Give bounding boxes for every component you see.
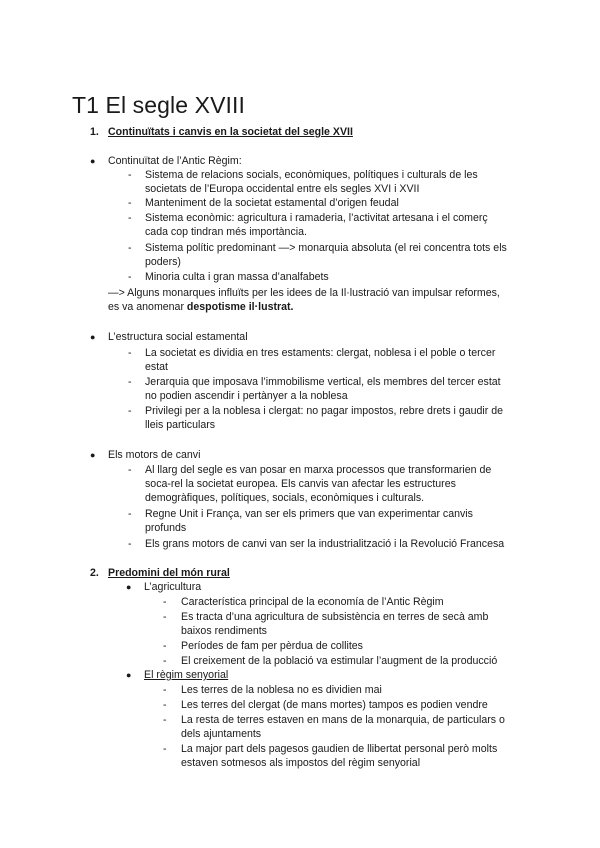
despotisme-term: despotisme il·lustrat. <box>186 301 294 313</box>
list-item: estat <box>145 361 168 373</box>
list-item: lleis particulars <box>145 419 216 431</box>
dash-icon: - <box>128 538 132 550</box>
section-1-heading: Continuïtats i canvis en la societat del segle XVII <box>108 126 353 138</box>
dash-icon: - <box>128 169 132 181</box>
list-item: La societat es dividia en tres estaments: clergat, noblesa i el poble o tercer <box>145 347 496 359</box>
list-item: cada cop tindran més importància. <box>145 226 307 238</box>
dash-icon: - <box>163 684 167 696</box>
dash-icon: - <box>128 347 132 359</box>
bullet-label-continuitat: Continuïtat de l’Antic Règim: <box>108 155 242 167</box>
dash-icon: - <box>163 699 167 711</box>
dash-icon: - <box>128 212 132 224</box>
list-item: Sistema de relacions socials, econòmiques, polítiques i culturals de les <box>145 169 478 181</box>
list-item: Les terres del clergat (de mans mortes) tampos es podien vendre <box>181 699 488 711</box>
list-item: La major part dels pagesos gaudien de llibertat personal però molts <box>181 743 498 755</box>
section-2-number: 2. <box>90 567 99 579</box>
dash-icon: - <box>128 197 132 209</box>
list-item: poders) <box>145 256 181 268</box>
list-item: Manteniment de la societat estamental d’origen feudal <box>145 197 399 209</box>
bullet-icon: ● <box>126 582 132 592</box>
list-item: Sistema econòmic: agricultura i ramaderia, l’activitat artesana i el comerç <box>145 212 488 224</box>
list-item: baixos rendiments <box>181 625 267 637</box>
bullet-icon: ● <box>90 332 96 342</box>
list-item: La resta de terres estaven en mans de la monarquia, de particulars o <box>181 714 505 726</box>
list-item: demogràfiques, polítiques, socials, econòmiques i culturals. <box>145 492 425 504</box>
list-item: Característica principal de la economía de l’Antic Règim <box>181 596 444 608</box>
list-item: estaven sotmesos als impostos del règim senyorial <box>181 757 421 769</box>
dash-icon: - <box>163 655 167 667</box>
list-item: Les terres de la noblesa no es dividien mai <box>181 684 382 696</box>
list-item: Regne Unit i França, van ser els primers que van experimentar canvis <box>145 508 473 520</box>
section-2-heading: Predomini del món rural <box>108 567 230 579</box>
dash-icon: - <box>128 508 132 520</box>
dash-icon: - <box>128 464 132 476</box>
list-item: societats de l’Europa occidental entre els segles XVI i XVII <box>145 183 420 195</box>
note-line: —> Alguns monarques influïts per les idees de la Il·lustració van impulsar reformes, <box>108 287 500 299</box>
dash-icon: - <box>128 271 132 283</box>
list-item: dels ajuntaments <box>181 728 262 740</box>
list-item: Minoria culta i gran massa d’analfabets <box>145 271 329 283</box>
list-item: Al llarg del segle es van posar en marxa processos que transformarien de <box>145 464 492 476</box>
bullet-icon: ● <box>90 156 96 166</box>
list-item: Períodes de fam per pèrdua de collites <box>181 640 363 652</box>
bullet-label-motors: Els motors de canvi <box>108 449 201 461</box>
list-item: Jerarquia que imposava l’immobilisme vertical, els membres del tercer estat <box>145 376 501 388</box>
dash-icon: - <box>128 242 132 254</box>
dash-icon: - <box>163 611 167 623</box>
dash-icon: - <box>128 405 132 417</box>
bullet-icon: ● <box>90 450 96 460</box>
list-item: profunds <box>145 522 187 534</box>
bullet-icon: ● <box>126 670 132 680</box>
list-item: soca-rel la societat europea. Els canvis van afectar les estructures <box>145 478 456 490</box>
dash-icon: - <box>163 743 167 755</box>
bullet-label-estructura: L’estructura social estamental <box>108 331 248 343</box>
note-line: es va anomenar despotisme il·lustrat. <box>108 301 294 313</box>
bullet-label-regim-senyorial: El règim senyorial <box>144 669 229 681</box>
dash-icon: - <box>163 714 167 726</box>
list-item: El creixement de la població va estimular l’augment de la producció <box>181 655 498 667</box>
list-item: Sistema polític predominant —> monarquia absoluta (el rei concentra tots els <box>145 242 507 254</box>
dash-icon: - <box>163 640 167 652</box>
list-item: Els grans motors de canvi van ser la industrialització i la Revolució Francesa <box>145 538 505 550</box>
list-item: Es tracta d’una agricultura de subsistència en terres de secà amb <box>181 611 489 623</box>
section-1-number: 1. <box>90 126 99 138</box>
bullet-label-agricultura: L’agricultura <box>144 581 202 593</box>
dash-icon: - <box>128 376 132 388</box>
list-item: Privilegi per a la noblesa i clergat: no pagar impostos, rebre drets i gaudir de <box>145 405 504 417</box>
dash-icon: - <box>163 596 167 608</box>
list-item: no podien ascendir i pertànyer a la noblesa <box>145 390 348 402</box>
page-title: T1 El segle XVIII <box>72 92 245 118</box>
